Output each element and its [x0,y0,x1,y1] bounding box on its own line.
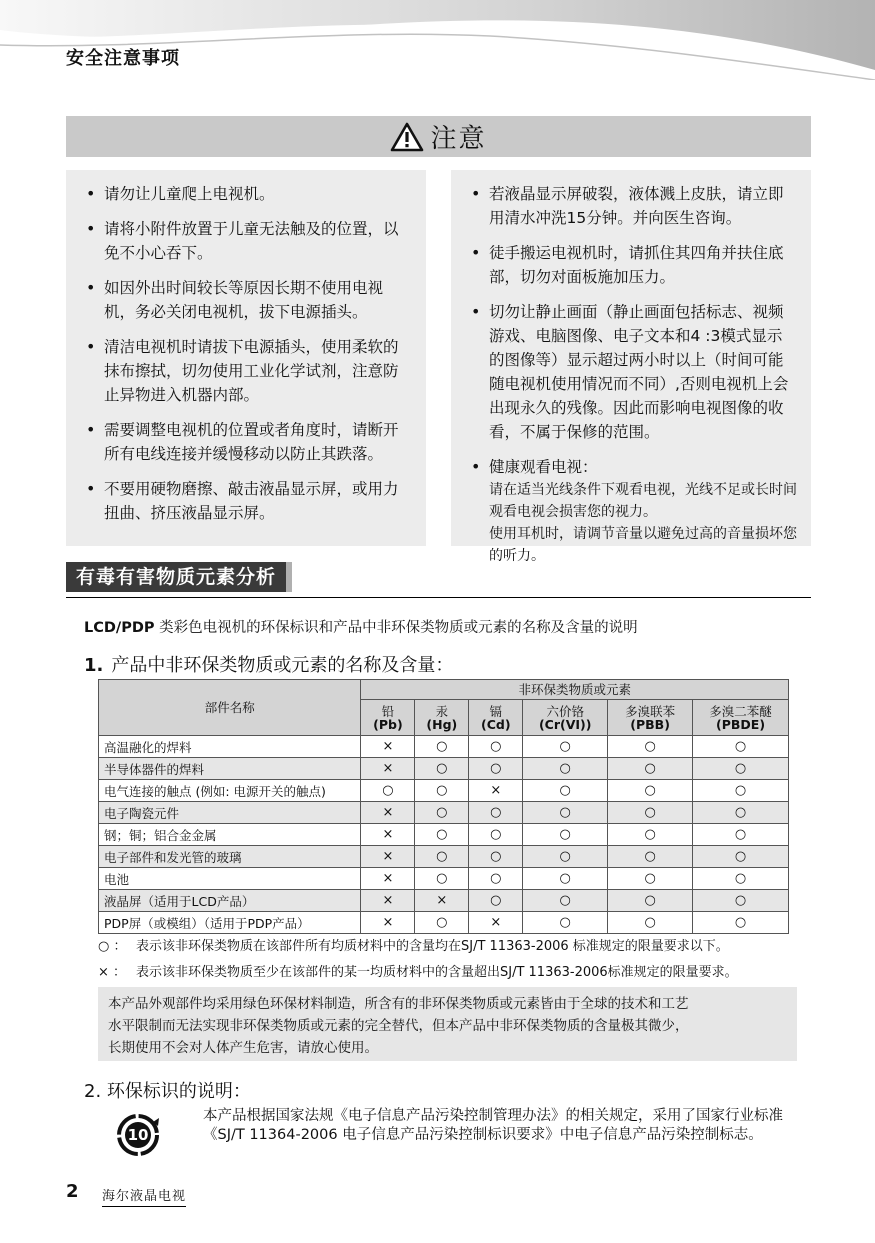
mark-cell: ○ [608,758,693,780]
table-row [99,824,789,846]
mark-cell: ○ [469,824,523,846]
mark-cell: ○ [523,890,608,912]
mark-cell: ○ [415,868,469,890]
section-intro [84,616,638,637]
mark-cell: ○ [415,824,469,846]
mark-cell: ○ [523,736,608,758]
caution-item: • 请勿让儿童爬上电视机。 [84,182,412,206]
legend-circle [98,935,729,954]
mark-cell: × [361,846,415,868]
health-line: 使用耳机时，请调节音量以避免过高的音量损坏您的听力。 [489,526,797,564]
table-row [99,780,789,802]
mark-cell: ○ [415,802,469,824]
mark-cell: ○ [523,912,608,934]
section-divider [66,597,811,598]
mark-cell: ○ [608,824,693,846]
page-number: 2 [66,1181,79,1202]
caution-item: • 不要用硬物磨擦、敲击液晶显示屏，或用力扭曲、挤压液晶显示屏。 [84,477,412,525]
legend-cross [98,961,738,980]
health-title: • 健康观看电视： [489,458,598,476]
mark-cell: ○ [361,780,415,802]
caution-title: 注意 [430,124,487,154]
warning-triangle-icon [390,122,424,152]
info-box [98,987,797,1061]
mark-cell: ○ [693,736,789,758]
table-row [99,736,789,758]
mark-cell: ○ [693,846,789,868]
mark-cell: ○ [693,912,789,934]
subsection-number: 1. [84,655,104,676]
health-line: 请在适当光线条件下观看电视，光线不足或长时间观看电视会损害您的视力。 [489,482,797,520]
mark-cell: ○ [693,824,789,846]
mark-cell: ○ [415,846,469,868]
legend-symbol: ○ ： [98,939,127,954]
element-header [523,700,608,736]
table-row [99,802,789,824]
mark-cell: ○ [693,780,789,802]
legend-symbol: × ： [98,965,127,980]
element-symbol: (PBB) [630,716,670,732]
mark-cell: ○ [415,758,469,780]
element-symbol: (PBDE) [716,716,766,732]
element-name: 镉 [489,703,503,719]
element-header [415,700,469,736]
mark-cell: ○ [523,802,608,824]
mark-cell: ○ [693,758,789,780]
element-name: 铅 [381,703,395,719]
caution-item: • 徒手搬运电视机时，请抓住其四角并扶住底部，切勿对面板施加压力。 [469,241,797,289]
subsection-heading-2: 2. 环保标识的说明： [84,1081,251,1102]
mark-cell: × [415,890,469,912]
subsection-heading-1 [84,651,453,677]
mark-cell: ○ [608,780,693,802]
element-name: 六价铬 [546,703,584,719]
logo-description: 本产品根据国家法规《电子信息产品污染控制管理办法》的相关规定，采用了国家行业标准《SJ/T 11364-2006 电子信息产品污染控制标识要求》中电子信息产品污染控制标志。 [203,1108,783,1143]
subsection-text: 产品中非环保类物质或元素的名称及含量： [111,655,454,676]
mark-cell: ○ [608,912,693,934]
mark-cell: × [361,824,415,846]
element-header [469,700,523,736]
mark-cell: ○ [608,890,693,912]
mark-cell: ○ [415,780,469,802]
mark-cell: ○ [469,758,523,780]
table-row [99,890,789,912]
element-name: 多溴联苯 [625,703,676,719]
caution-item-health [469,455,797,567]
mark-cell: ○ [469,736,523,758]
caution-item: • 若液晶显示屏破裂，液体溅上皮肤，请立即用清水冲洗15分钟。并向医生咨询。 [469,182,797,230]
mark-cell: × [361,890,415,912]
section-title: 有毒有害物质元素分析 [66,562,286,592]
mark-cell: × [361,736,415,758]
caution-item: • 清洁电视机时请拔下电源插头，使用柔软的抹布擦拭，切勿使用工业化学试剂，注意防止异物进入机器内部。 [84,335,412,407]
mark-cell: ○ [523,824,608,846]
part-name-cell: 高温融化的焊料 [99,736,361,758]
element-name: 多溴二苯醚 [709,703,772,719]
page-title: 安全注意事项 [66,48,180,69]
element-name: 汞 [435,703,449,719]
mark-cell: × [469,780,523,802]
table-row [99,868,789,890]
caution-item: • 如因外出时间较长等原因长期不使用电视机，务必关闭电视机，拔下电源插头。 [84,276,412,324]
element-symbol: (Hg) [426,716,458,732]
element-symbol: (Pb) [373,716,403,732]
mark-cell: ○ [523,868,608,890]
caution-item: • 请将小附件放置于儿童无法触及的位置，以免不小心吞下。 [84,217,412,265]
mark-cell: × [361,868,415,890]
mark-cell: ○ [608,736,693,758]
part-name-cell: 电池 [99,868,361,890]
info-line: 长期使用不会对人体产生危害，请放心使用。 [108,1040,378,1056]
logo-number: 10 [127,1126,149,1144]
element-header [361,700,415,736]
mark-cell: ○ [523,780,608,802]
table-row [99,912,789,934]
intro-product: LCD/PDP [84,620,155,636]
mark-cell: ○ [469,868,523,890]
mark-cell: ○ [469,890,523,912]
mark-cell: ○ [608,868,693,890]
mark-cell: ○ [415,736,469,758]
element-header [693,700,789,736]
group-header: 非环保类物质或元素 [361,680,789,700]
part-name-cell: 钢；铜；铝合金金属 [99,824,361,846]
part-name-cell: 电子部件和发光管的玻璃 [99,846,361,868]
mark-cell: ○ [693,868,789,890]
efup-10-logo-icon [115,1112,161,1158]
part-name-cell: 液晶屏（适用于LCD产品） [99,890,361,912]
part-header: 部件名称 [99,680,361,736]
mark-cell: ○ [469,846,523,868]
part-name-cell: 电气连接的触点 (例如: 电源开关的触点) [99,780,361,802]
info-line: 本产品外观部件均采用绿色环保材料制造，所含有的非环保类物质或元素皆由于全球的技术和工艺 [108,996,689,1012]
caution-left-column [66,170,426,546]
legend-text: 表示该非环保类物质在该部件所有均质材料中的含量均在SJ/T 11363-2006 标准规定的限量要求以下。 [136,939,729,954]
caution-item: • 切勿让静止画面（静止画面包括标志、视频游戏、电脑图像、电子文本和4 :3模式显示的图像等）显示超过两小时以上（时间可能随电视机使用情况而不同）,否则电视机上会出现永久的残像。因此而影响电视图像的收看，不属于保修的范围。 [469,300,797,444]
mark-cell: ○ [693,890,789,912]
table-row [99,758,789,780]
mark-cell: ○ [523,846,608,868]
caution-right-column [451,170,811,564]
element-header [608,700,693,736]
mark-cell: ○ [608,846,693,868]
part-name-cell: 半导体器件的焊料 [99,758,361,780]
mark-cell: ○ [415,912,469,934]
substance-table [98,679,789,934]
intro-text: 类彩色电视机的环保标识和产品中非环保类物质或元素的名称及含量的说明 [154,620,638,636]
table-row [99,846,789,868]
element-symbol: (Cr(VI)) [538,716,592,732]
part-name-cell: 电子陶瓷元件 [99,802,361,824]
mark-cell: × [361,802,415,824]
info-line: 水平限制而无法实现非环保类物质或元素的完全替代，但本产品中非环保类物质的含量极其微少， [108,1018,689,1034]
part-name-cell: PDP屏（或模组）（适用于PDP产品） [99,912,361,934]
mark-cell: ○ [608,802,693,824]
element-symbol: (Cd) [481,716,511,732]
footer-brand: 海尔液晶电视 [102,1185,186,1207]
mark-cell: × [361,912,415,934]
mark-cell: ○ [469,802,523,824]
mark-cell: × [469,912,523,934]
caution-banner [66,116,811,157]
mark-cell: ○ [693,802,789,824]
legend-text: 表示该非环保类物质至少在该部件的某一均质材料中的含量超出SJ/T 11363-2006标准规定的限量要求。 [136,965,738,980]
caution-item: • 需要调整电视机的位置或者角度时，请断开所有电线连接并缓慢移动以防止其跌落。 [84,418,412,466]
mark-cell: × [361,758,415,780]
mark-cell: ○ [523,758,608,780]
